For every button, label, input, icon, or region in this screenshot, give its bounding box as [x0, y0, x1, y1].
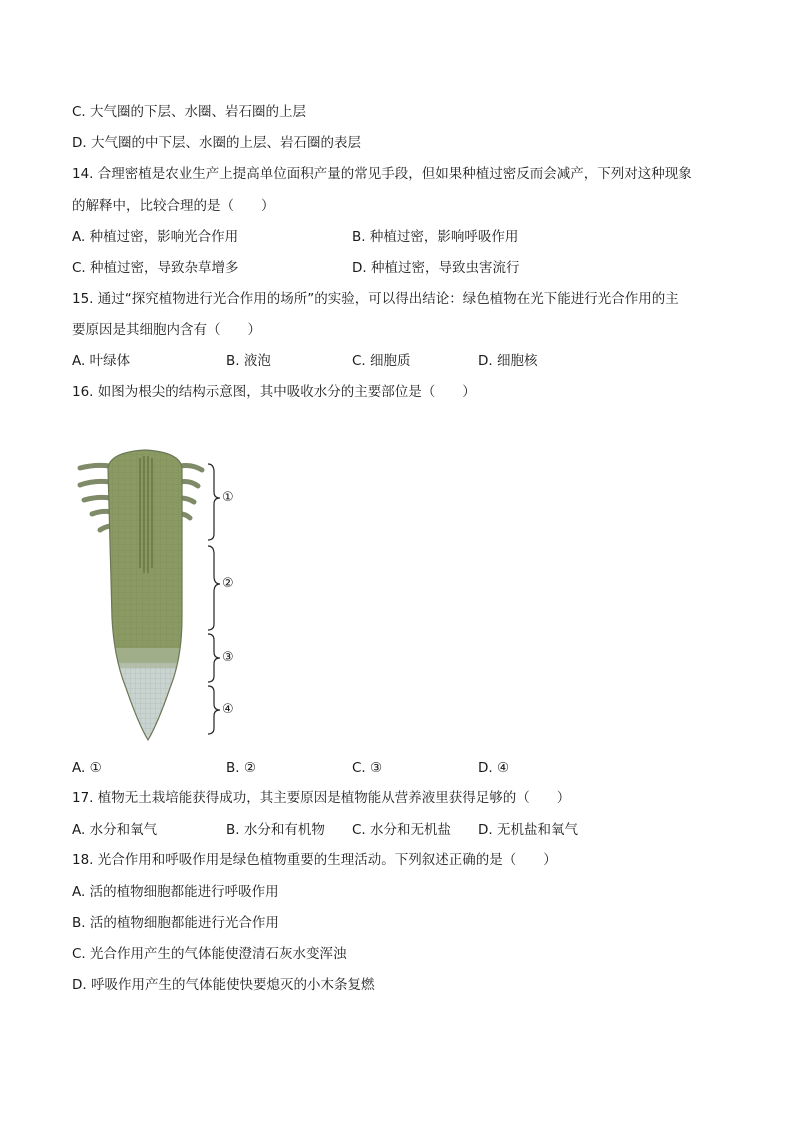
q13-option-d: D. 大气圈的中下层、水圈的上层、岩石圈的表层: [72, 135, 361, 151]
zone-label-3: ③: [222, 650, 234, 665]
q15-option-b: B. 液泡: [226, 353, 271, 369]
q18-stem: 18. 光合作用和呼吸作用是绿色植物重要的生理活动。下列叙述正确的是（ ）: [72, 852, 557, 868]
zone-label-4: ④: [222, 702, 234, 717]
q14-option-c: C. 种植过密，导致杂草增多: [72, 260, 239, 276]
q15-option-a: A. 叶绿体: [72, 353, 131, 369]
zone-braces: [208, 464, 220, 734]
q18-option-d: D. 呼吸作用产生的气体能使快要熄灭的小木条复燃: [72, 977, 375, 993]
q15-stem-line-1: 15. 通过“探究植物进行光合作用的场所”的实验，可以得出结论：绿色植物在光下能进行光合作用的主: [72, 291, 679, 307]
q14-stem-line-2: 的解释中，比较合理的是（ ）: [72, 198, 275, 214]
q17-option-b: B. 水分和有机物: [226, 822, 325, 838]
q13-option-c: C. 大气圈的下层、水圈、岩石圈的上层: [72, 104, 307, 120]
root-tip-figure: [70, 448, 250, 748]
q16-option-d: D. ④: [478, 760, 510, 776]
q18-option-a: A. 活的植物细胞都能进行呼吸作用: [72, 884, 279, 900]
q15-option-d: D. 细胞核: [478, 353, 538, 369]
q14-option-d: D. 种植过密，导致虫害流行: [352, 260, 520, 276]
q17-option-d: D. 无机盐和氧气: [478, 822, 578, 838]
zone-label-2: ②: [222, 576, 234, 591]
q16-option-b: B. ②: [226, 760, 256, 776]
q18-option-c: C. 光合作用产生的气体能使澄清石灰水变浑浊: [72, 946, 347, 962]
q16-option-a: A. ①: [72, 760, 102, 776]
q14-stem-line-1: 14. 合理密植是农业生产上提高单位面积产量的常见手段，但如果种植过密反而会减产，下列对这种现象: [72, 166, 692, 182]
q16-stem: 16. 如图为根尖的结构示意图，其中吸收水分的主要部位是（ ）: [72, 384, 476, 400]
q15-option-c: C. 细胞质: [352, 353, 411, 369]
q16-option-c: C. ③: [352, 760, 383, 776]
q18-option-b: B. 活的植物细胞都能进行光合作用: [72, 915, 279, 931]
q17-option-c: C. 水分和无机盐: [352, 822, 452, 838]
q17-stem: 17. 植物无土栽培能获得成功，其主要原因是植物能从营养液里获得足够的（ ）: [72, 790, 571, 806]
q17-option-a: A. 水分和氧气: [72, 822, 158, 838]
q14-option-a: A. 种植过密，影响光合作用: [72, 229, 239, 245]
zone-label-1: ①: [222, 490, 234, 505]
q15-stem-line-2: 要原因是其细胞内含有（ ）: [72, 322, 261, 338]
q14-option-b: B. 种植过密，影响呼吸作用: [352, 229, 519, 245]
